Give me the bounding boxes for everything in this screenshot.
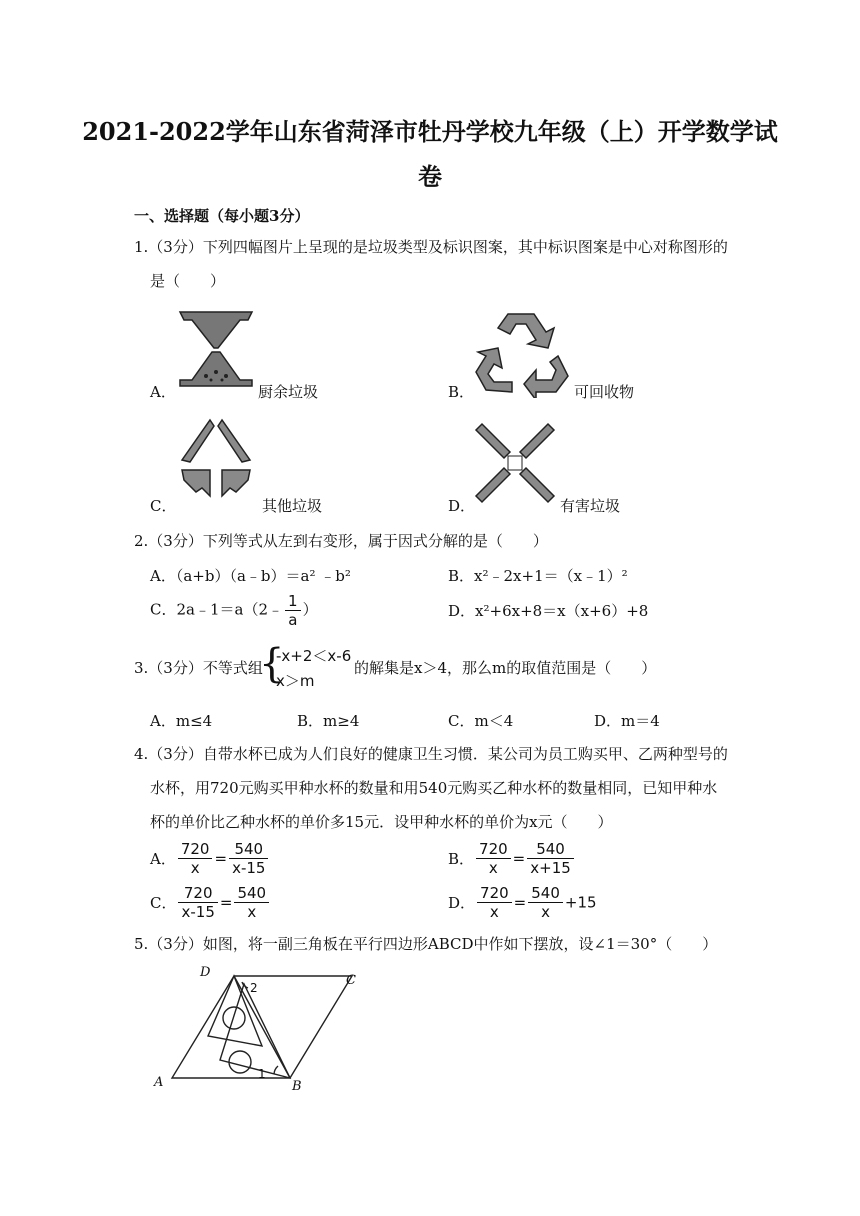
q2-option-a-letter: A． (150, 567, 176, 585)
q4-option-b-right (527, 840, 574, 877)
q2-option-c-fraction (285, 592, 301, 629)
question-5-stem: 5.（3分）如图，将一副三角板在平行四边形ABCD中作如下摆放，设∠1＝30°（ ） (134, 935, 718, 953)
q2-option-c-pre: 2a﹣1＝a（2﹣ (176, 600, 284, 619)
q3-option-c[interactable] (448, 710, 513, 731)
q2-option-b-text: x²﹣2x+1＝（x﹣1）² (474, 567, 628, 585)
fraction-numerator: 720 (476, 840, 511, 859)
q2-option-a-text: （a+b）（a﹣b）＝a² ﹣b² (175, 567, 351, 585)
q4-option-a[interactable]: A． $\frac{720}{x}$ = $\frac{540}{x-15}$ (150, 840, 270, 877)
q4-option-a-left (178, 840, 213, 877)
fraction-numerator: 720 (178, 884, 217, 903)
q4-option-c[interactable]: C． $\frac{720}{x-15}$ = $\frac{540}{x}$ (150, 884, 271, 921)
fraction-denominator: x (489, 903, 499, 921)
q3-option-b[interactable] (297, 710, 359, 731)
vertex-label-b: B (292, 1079, 302, 1094)
q3-option-a[interactable] (150, 710, 212, 731)
fraction-denominator: a (288, 611, 298, 629)
q2-option-c-post: ） (302, 600, 318, 619)
q4-option-d-left (477, 884, 512, 921)
page-title: 2021-2022学年山东省菏泽市牡丹学校九年级（上）开学数学试 (82, 117, 778, 146)
fraction-numerator: 720 (477, 884, 512, 903)
q1-option-c-label: 其他垃圾 (262, 497, 323, 515)
geometry-figure (146, 962, 366, 1094)
q3-option-c-letter: C． (448, 712, 475, 730)
fraction-denominator: x (488, 859, 498, 877)
question-4-stem-continued-2: 杯的单价比乙种水杯的单价多15元．设甲种水杯的单价为x元（ ） (150, 813, 613, 831)
other-waste-icon (176, 416, 256, 512)
q4-option-a-letter: A． (150, 850, 176, 868)
circle-upper (223, 1007, 245, 1029)
q4-option-c-right (234, 884, 269, 921)
fraction-numerator: 540 (229, 840, 268, 859)
q2-option-b[interactable] (448, 565, 628, 586)
q2-option-a[interactable] (150, 565, 351, 586)
question-4-stem: 4.（3分）自带水杯已成为人们良好的健康卫生习惯．某公司为员工购买甲、乙两种型号的 (134, 745, 728, 763)
q3-option-d[interactable] (594, 710, 660, 731)
fraction-numerator: 540 (234, 884, 269, 903)
q2-option-d[interactable] (448, 600, 648, 621)
q2-option-c-letter: C． (150, 600, 177, 619)
q4-option-b[interactable]: B． $\frac{720}{x}$ = $\frac{540}{x+15}$ (448, 840, 576, 877)
fraction-numerator: 720 (178, 840, 213, 859)
q4-option-c-left (178, 884, 217, 921)
vertex-label-d: D (200, 965, 211, 980)
q3-option-d-letter: D． (594, 712, 622, 730)
system-brace: { (259, 641, 285, 687)
question-3-pre: 3.（3分）不等式组 (134, 659, 263, 677)
q3-option-a-text: m≤4 (175, 712, 213, 730)
q4-option-c-letter: C． (150, 894, 177, 912)
fraction-numerator: 540 (527, 840, 574, 859)
q2-option-b-letter: B． (448, 567, 475, 585)
vertex-label-a: A (154, 1075, 164, 1090)
angle-label-2: 2 (250, 981, 258, 995)
recycle-icon (472, 306, 572, 398)
question-2-stem: 2.（3分）下列等式从左到右变形，属于因式分解的是（ ） (134, 532, 548, 550)
fraction-denominator: x (190, 859, 200, 877)
hazardous-waste-icon (472, 420, 558, 506)
inequality-2: x＞m (276, 672, 315, 690)
vertex-label-c: C (346, 973, 356, 988)
page-title-continued: 卷 (418, 162, 442, 191)
inequality-1: -x+2＜x-6 (276, 647, 352, 665)
fraction-numerator: 540 (528, 884, 563, 903)
q3-option-c-text: m＜4 (474, 712, 514, 730)
kitchen-waste-icon (176, 306, 256, 398)
fraction-numerator: 1 (285, 592, 301, 611)
q1-option-d-label: 有害垃圾 (560, 497, 621, 515)
question-3-post: 的解集是x＞4，那么m的取值范围是（ ） (354, 659, 657, 677)
fraction-denominator: x (541, 903, 551, 921)
q1-option-d-letter[interactable]: D． (448, 497, 476, 515)
fraction-denominator: x-15 (181, 903, 215, 921)
question-4-stem-continued: 水杯，用720元购买甲种水杯的数量和用540元购买乙种水杯的数量相同，已知甲种水 (150, 779, 718, 797)
q4-option-d-letter: D． (448, 894, 476, 912)
question-1-stem-continued: 是（ ） (150, 272, 226, 290)
angle-label-1: 1 (258, 1067, 266, 1081)
fraction-denominator: x (247, 903, 257, 921)
q3-option-b-text: m≥4 (323, 712, 360, 730)
q4-option-d-suffix: +15 (564, 893, 597, 912)
q1-option-b-letter[interactable]: B． (448, 383, 475, 401)
q1-option-a-label: 厨余垃圾 (258, 383, 319, 401)
section-heading: 一、选择题（每小题3分） (134, 207, 310, 225)
triangle-board-lower (220, 984, 290, 1078)
circle-lower (229, 1051, 251, 1073)
question-1-stem: 1.（3分）下列四幅图片上呈现的是垃圾类型及标识图案，其中标识图案是中心对称图形的 (134, 238, 728, 256)
q4-option-a-right (229, 840, 268, 877)
q4-option-b-letter: B． (448, 850, 475, 868)
q4-option-d-right (528, 884, 563, 921)
fraction-denominator: x-15 (232, 859, 266, 877)
q1-option-a-letter[interactable]: A． (150, 383, 176, 401)
q4-option-d[interactable]: D． $\frac{720}{x}$ = $\frac{540}{x}$ +15 (448, 884, 597, 921)
q3-option-a-letter: A． (150, 712, 176, 730)
q4-option-b-left (476, 840, 511, 877)
q1-option-c-letter[interactable]: C． (150, 497, 177, 515)
fraction-denominator: x+15 (530, 859, 571, 877)
q3-option-b-letter: B． (297, 712, 324, 730)
q3-option-d-text: m＝4 (621, 712, 660, 730)
q2-option-d-letter: D． (448, 602, 476, 620)
q1-option-b-label: 可回收物 (574, 383, 635, 401)
q2-option-c[interactable] (150, 592, 318, 629)
q2-option-d-text: x²+6x+8＝x（x+6）+8 (475, 602, 649, 620)
